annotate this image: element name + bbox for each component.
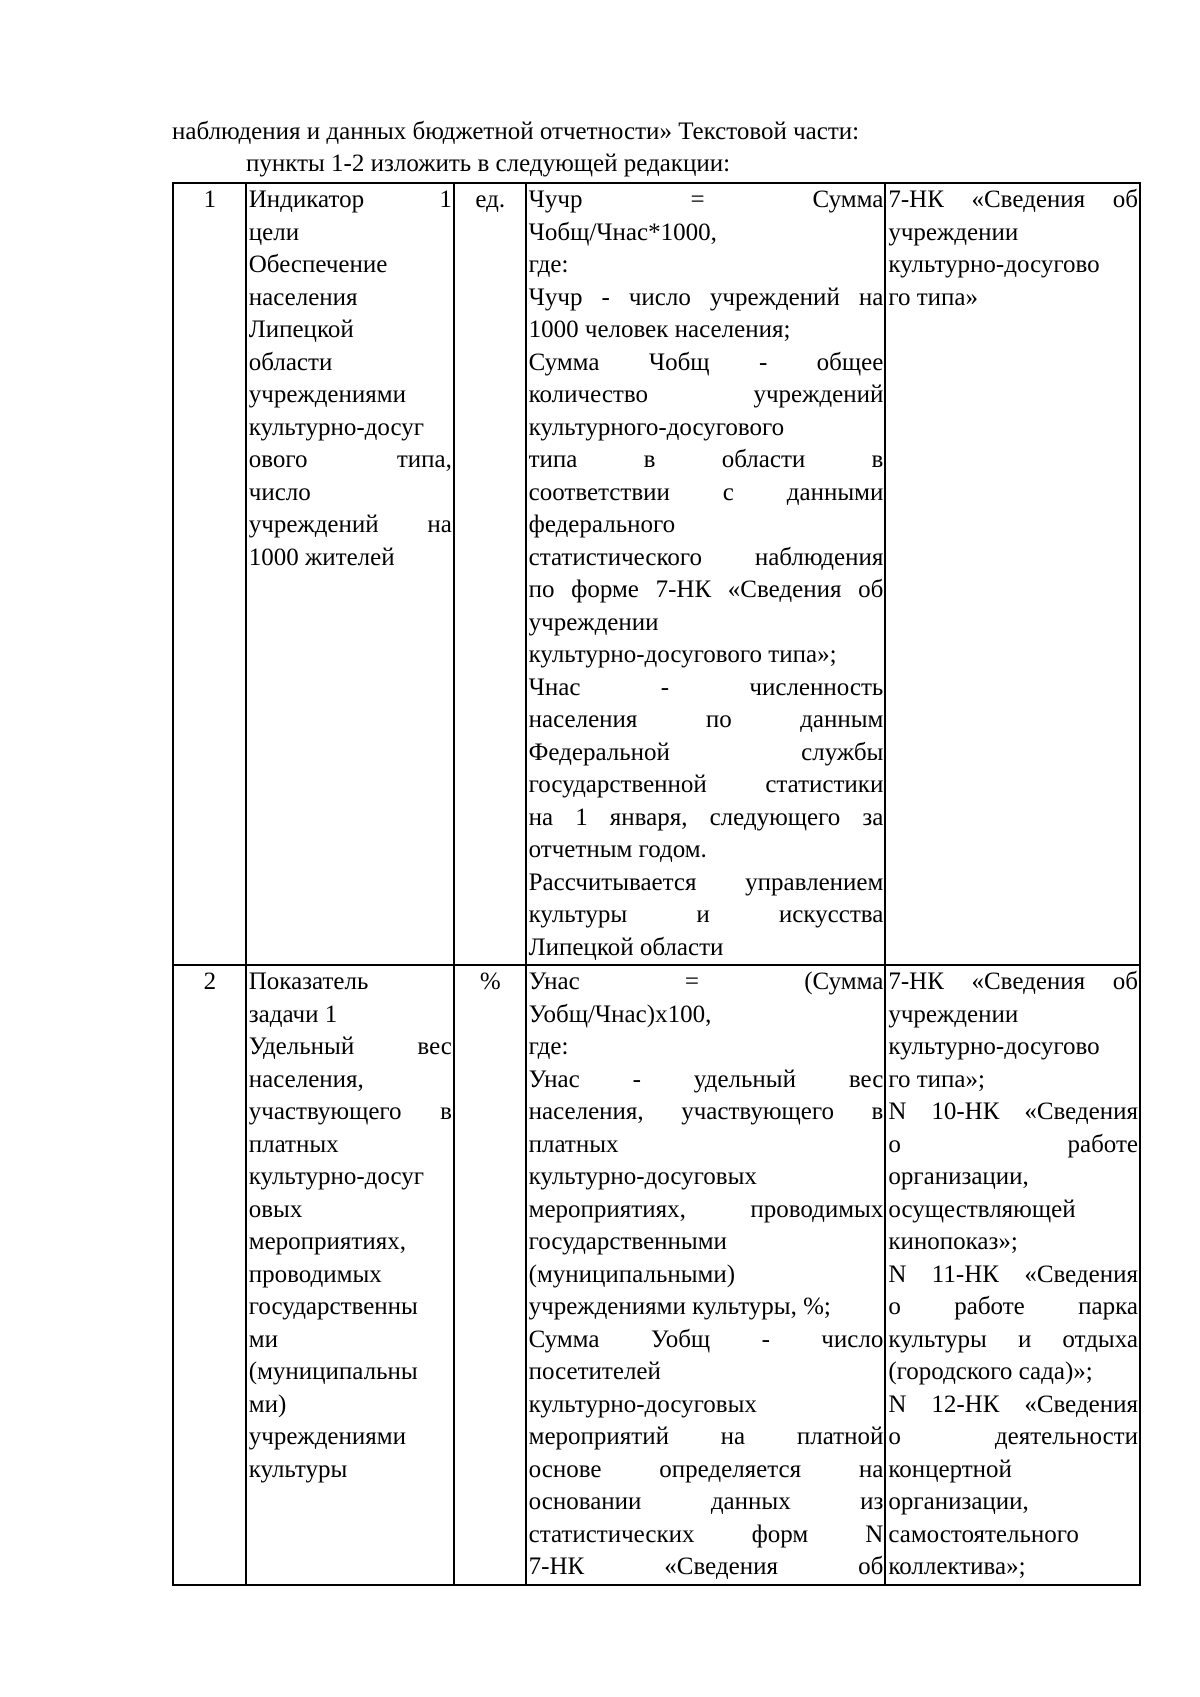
calculation-formula-line: Унас = (Сумма bbox=[528, 968, 884, 995]
calculation-formula-line: где: bbox=[528, 1033, 569, 1060]
data-source-line: организации, bbox=[888, 1488, 1029, 1515]
indicator-name-line: населения bbox=[248, 283, 358, 311]
data-source-line: коллектива»; bbox=[888, 1553, 1026, 1580]
indicator-name-line: ми bbox=[248, 1325, 278, 1353]
calculation-formula-line: Чобщ/Чнас*1000, bbox=[528, 218, 717, 246]
unit-of-measure: ед. bbox=[454, 183, 526, 965]
indicator-table-body bbox=[173, 183, 1140, 1585]
indicator-name-line: государственны bbox=[248, 1293, 418, 1320]
calculation-formula-line: платных bbox=[528, 1130, 619, 1158]
calculation-formula-line: культурно-досуговых bbox=[528, 1390, 757, 1418]
indicator-name-line: мероприятиях, bbox=[248, 1228, 406, 1255]
table-row bbox=[173, 965, 1140, 1585]
indicator-table bbox=[172, 182, 1141, 1586]
data-source-line: осуществляющей bbox=[888, 1195, 1076, 1223]
data-source-line: культурно-досугово bbox=[888, 251, 1100, 278]
indicator-name-line: культуры bbox=[248, 1455, 348, 1483]
indicator-name-line: овых bbox=[248, 1195, 303, 1223]
calculation-formula bbox=[526, 965, 886, 1585]
data-source-line: учреждении bbox=[888, 1000, 1019, 1028]
calculation-formula-line: посетителей bbox=[528, 1358, 661, 1385]
indicator-name-line: культурно-досуг bbox=[248, 413, 425, 441]
calculation-formula-line: на 1 января, следующего за bbox=[528, 803, 884, 831]
indicator-name-line: платных bbox=[248, 1130, 339, 1158]
data-source-line: о работе парка bbox=[888, 1293, 1138, 1320]
calculation-formula-line: культурно-досугового типа»; bbox=[528, 641, 837, 668]
data-source-line: го типа» bbox=[888, 283, 979, 311]
indicator-name-line: число bbox=[248, 478, 311, 506]
row-number: 2 bbox=[173, 965, 246, 1585]
table-row bbox=[173, 183, 1140, 965]
calculation-formula-line: типа в области в bbox=[528, 446, 884, 473]
indicator-name bbox=[246, 965, 454, 1585]
intro-line-1: наблюдения и данных бюджетной отчетности» Текстовой части: bbox=[172, 118, 860, 145]
indicator-name-line: учреждениями bbox=[248, 1423, 406, 1450]
indicator-name-line: Липецкой bbox=[248, 316, 354, 343]
calculation-formula-line: Липецкой области bbox=[528, 933, 724, 961]
indicator-name-line: населения, bbox=[248, 1065, 364, 1093]
calculation-formula-line: Чучр - число учреждений на bbox=[528, 283, 884, 311]
calculation-formula-line: культурно-досуговых bbox=[528, 1163, 757, 1190]
calculation-formula-line: (муниципальными) bbox=[528, 1260, 736, 1288]
indicator-name-line: культурно-досуг bbox=[248, 1163, 425, 1190]
indicator-name-line: участвующего в bbox=[248, 1098, 452, 1125]
data-source bbox=[885, 183, 1140, 965]
indicator-name-line: задачи 1 bbox=[248, 1000, 338, 1028]
calculation-formula-line: Чнас - численность bbox=[528, 673, 884, 701]
calculation-formula-line: 7-НК «Сведения об bbox=[528, 1553, 884, 1580]
data-source-line: го типа»; bbox=[888, 1065, 985, 1093]
indicator-name-line: ового типа, bbox=[248, 446, 452, 473]
calculation-formula-line: количество учреждений bbox=[528, 381, 884, 408]
calculation-formula-line: мероприятиях, проводимых bbox=[528, 1195, 884, 1223]
data-source-line: самостоятельного bbox=[888, 1520, 1079, 1548]
calculation-formula-line: культурного-досугового bbox=[528, 413, 785, 441]
data-source-line: 7-НК «Сведения об bbox=[888, 968, 1138, 995]
calculation-formula-line: основании данных из bbox=[528, 1488, 884, 1515]
indicator-name-line: цели bbox=[248, 218, 300, 246]
calculation-formula-line: статистического наблюдения bbox=[528, 543, 884, 571]
calculation-formula-line: соответствии с данными bbox=[528, 478, 884, 506]
indicator-name bbox=[246, 183, 454, 965]
calculation-formula-line: отчетным годом. bbox=[528, 836, 707, 863]
data-source bbox=[885, 965, 1140, 1585]
indicator-name-line: учреждений на bbox=[248, 511, 452, 538]
data-source-line: учреждении bbox=[888, 218, 1019, 246]
data-source-line: культурно-досугово bbox=[888, 1033, 1100, 1060]
calculation-formula-line: 1000 человек населения; bbox=[528, 316, 791, 343]
data-source-line: N 10-НК «Сведения bbox=[888, 1098, 1138, 1125]
data-source-line: N 11-НК «Сведения bbox=[888, 1260, 1138, 1288]
indicator-name-line: (муниципальны bbox=[248, 1358, 418, 1385]
calculation-formula-line: учреждениями культуры, %; bbox=[528, 1293, 831, 1320]
data-source-line: N 12-НК «Сведения bbox=[888, 1390, 1138, 1418]
data-source-line: 7-НК «Сведения об bbox=[888, 186, 1138, 213]
calculation-formula-line: Уобщ/Чнас)х100, bbox=[528, 1000, 712, 1028]
calculation-formula bbox=[526, 183, 886, 965]
calculation-formula-line: статистических форм N bbox=[528, 1520, 884, 1548]
data-source-line: концертной bbox=[888, 1455, 1012, 1483]
data-source-line: (городского сада)»; bbox=[888, 1358, 1093, 1385]
calculation-formula-line: населения по данным bbox=[528, 706, 884, 733]
unit-of-measure: % bbox=[454, 965, 526, 1585]
calculation-formula-line: мероприятий на платной bbox=[528, 1423, 884, 1450]
indicator-name-line: проводимых bbox=[248, 1260, 382, 1288]
data-source-line: организации, bbox=[888, 1163, 1029, 1190]
indicator-name-line: 1000 жителей bbox=[248, 543, 395, 571]
data-source-line: культуры и отдыха bbox=[888, 1325, 1138, 1353]
calculation-formula-line: Чучр = Сумма bbox=[528, 186, 884, 213]
calculation-formula-line: Унас - удельный вес bbox=[528, 1065, 884, 1093]
calculation-formula-line: государственной статистики bbox=[528, 771, 884, 798]
indicator-name-line: Обеспечение bbox=[248, 251, 388, 278]
indicator-name-line: Показатель bbox=[248, 968, 369, 995]
calculation-formula-line: Сумма Чобщ - общее bbox=[528, 348, 884, 376]
row-number: 1 bbox=[173, 183, 246, 965]
indicator-name-line: учреждениями bbox=[248, 381, 406, 408]
data-source-line: о работе bbox=[888, 1130, 1138, 1158]
calculation-formula-line: по форме 7-НК «Сведения об bbox=[528, 576, 884, 603]
indicator-name-line: ми) bbox=[248, 1390, 287, 1418]
data-source-line: о деятельности bbox=[888, 1423, 1138, 1450]
calculation-formula-line: Рассчитывается управлением bbox=[528, 868, 884, 896]
indicator-name-line: Индикатор 1 bbox=[248, 186, 452, 213]
calculation-formula-line: учреждении bbox=[528, 608, 659, 636]
calculation-formula-line: Сумма Уобщ - число bbox=[528, 1325, 884, 1353]
calculation-formula-line: населения, участвующего в bbox=[528, 1098, 884, 1125]
calculation-formula-line: культуры и искусства bbox=[528, 901, 884, 928]
intro-line-2: пункты 1-2 изложить в следующей редакции: bbox=[246, 150, 731, 177]
calculation-formula-line: Федеральной службы bbox=[528, 738, 884, 766]
data-source-line: кинопоказ»; bbox=[888, 1228, 1018, 1255]
indicator-name-line: области bbox=[248, 348, 333, 376]
calculation-formula-line: государственными bbox=[528, 1228, 727, 1255]
calculation-formula-line: основе определяется на bbox=[528, 1455, 884, 1483]
calculation-formula-line: где: bbox=[528, 251, 569, 278]
calculation-formula-line: федерального bbox=[528, 511, 676, 538]
indicator-name-line: Удельный вес bbox=[248, 1033, 452, 1060]
